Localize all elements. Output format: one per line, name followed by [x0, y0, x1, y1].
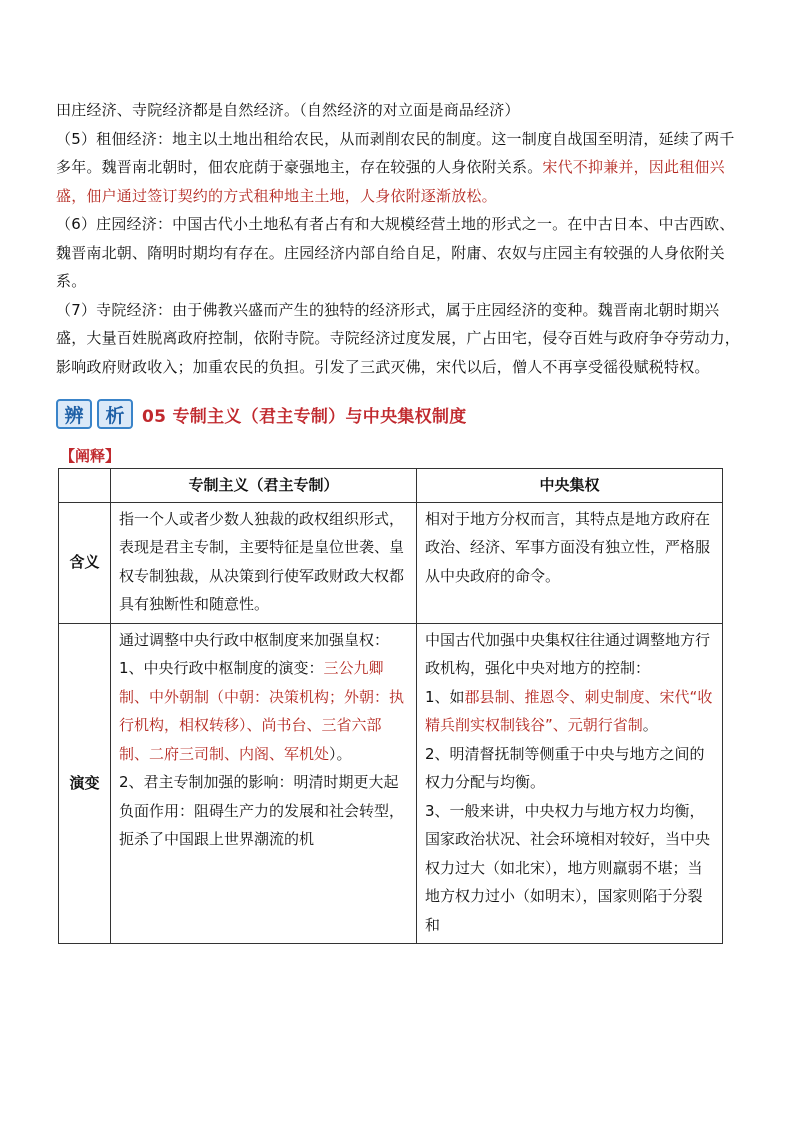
text-run: （7）寺院经济：由于佛教兴盛而产生的独特的经济形式，属于庄园经济的变种。魏晋南北朝时期兴盛，大量百姓脱离政府控制，依附寺院。寺院经济过度发展，广占田宅，侵夺百姓与政府争夺劳动力，影响政府财政收入；加重农民的负担。引发了三武灭佛，宋代以后，僧人不再享受徭役赋税特权。 — [56, 300, 741, 376]
highlighted-text: 三公九卿制、中外朝制（中朝：决策机构；外朝：执行机构，相权转移）、尚书台、三省六部制、二府三司制、内阁、军机处 — [119, 659, 405, 763]
cell-paragraph — [119, 505, 408, 619]
cell-paragraph — [425, 626, 714, 683]
paragraph — [56, 125, 740, 211]
paragraph — [56, 296, 740, 382]
cell-paragraph — [425, 797, 714, 940]
table-row — [59, 502, 723, 623]
paragraph — [56, 96, 740, 125]
body-text — [56, 96, 740, 381]
document-page — [56, 96, 740, 944]
text-run: （6）庄园经济：中国古代小土地私有者占有和大规模经营土地的形式之一。在中古日本、中古西欧、魏晋南北朝、隋明时期均有存在。庄园经济内部自给自足，附庸、农奴与庄园主有较强的人身依附关系。 — [56, 215, 735, 290]
comparison-table — [58, 468, 723, 944]
text-run: 通过调整中央行政中枢制度来加强皇权： — [119, 630, 390, 649]
text-run: 。 — [642, 716, 658, 734]
text-run: 2、君主专制加强的影响：明清时期更大起负面作用：阻碍生产力的发展和社会转型，扼杀了中国跟上世界潮流的机 — [119, 773, 405, 848]
row-heading: 含义 — [59, 502, 111, 623]
paragraph — [56, 210, 740, 296]
table-header-row — [59, 469, 723, 503]
table-cell — [417, 502, 723, 623]
section-badge-xi: 析 — [97, 399, 133, 429]
text-run: 3、一般来讲，中央权力与地方权力均衡，国家政治状况、社会环境相对较好，当中央权力过大（如北宋），地方则羸弱不堪；当地方权力过小（如明末），国家则陷于分裂和 — [425, 801, 711, 934]
text-run: ）。 — [329, 744, 352, 763]
text-run: 1、中央行政中枢制度的演变： — [119, 659, 324, 677]
cell-paragraph — [425, 740, 714, 797]
cell-paragraph — [425, 683, 714, 740]
section-title: 05 专制主义（君主专制）与中央集权制度 — [142, 406, 467, 427]
table-cell — [111, 623, 417, 944]
text-run: 田庄经济、寺院经济都是自然经济。（自然经济的对立面是商品经济） — [56, 101, 520, 119]
table-header-despotism: 专制主义（君主专制） — [111, 469, 417, 503]
highlighted-text: 郡县制、推恩令、刺史制度、宋代“收精兵削实权制钱谷”、元朝行省制 — [425, 687, 713, 734]
cell-paragraph — [119, 654, 408, 768]
table-header-blank — [59, 469, 111, 503]
text-run: 2、明清督抚制等侧重于中央与地方之间的权力分配与均衡。 — [425, 744, 705, 791]
section-badge-bian: 辨 — [56, 399, 92, 429]
text-run: 1、如 — [425, 687, 465, 706]
text-run: 中国古代加强中央集权往往通过调整地方行政机构，强化中央对地方的控制： — [425, 630, 711, 677]
row-heading: 演变 — [59, 623, 111, 944]
table-header-centralization: 中央集权 — [417, 469, 723, 503]
table-cell — [417, 623, 723, 944]
table-row — [59, 623, 723, 944]
text-run: 相对于地方分权而言，其特点是地方政府在政治、经济、军事方面没有独立性，严格服从中央政府的命令。 — [425, 509, 711, 585]
cell-paragraph — [119, 626, 408, 655]
text-run: 指一个人或者少数人独裁的政权组织形式，表现是君主专制，主要特征是皇位世袭、皇权专制独裁，从决策到行使军政财政大权都具有独断性和随意性。 — [119, 509, 405, 613]
cell-paragraph — [425, 505, 714, 591]
section-header — [56, 395, 740, 433]
table-cell — [111, 502, 417, 623]
highlighted-text: 宋代不抑兼并，因此租佃兴盛，佃户通过签订契约的方式租种地主土地，人身依附逐渐放松。 — [56, 158, 725, 205]
text-run: （5）租佃经济：地主以土地出租给农民，从而剥削农民的制度。这一制度自战国至明清，延续了两千多年。魏晋南北朝时，佃农庇荫于豪强地主，存在较强的人身依附关系。 — [56, 129, 735, 176]
explanation-label: 【阐释】 — [60, 447, 121, 465]
cell-paragraph — [119, 768, 408, 854]
